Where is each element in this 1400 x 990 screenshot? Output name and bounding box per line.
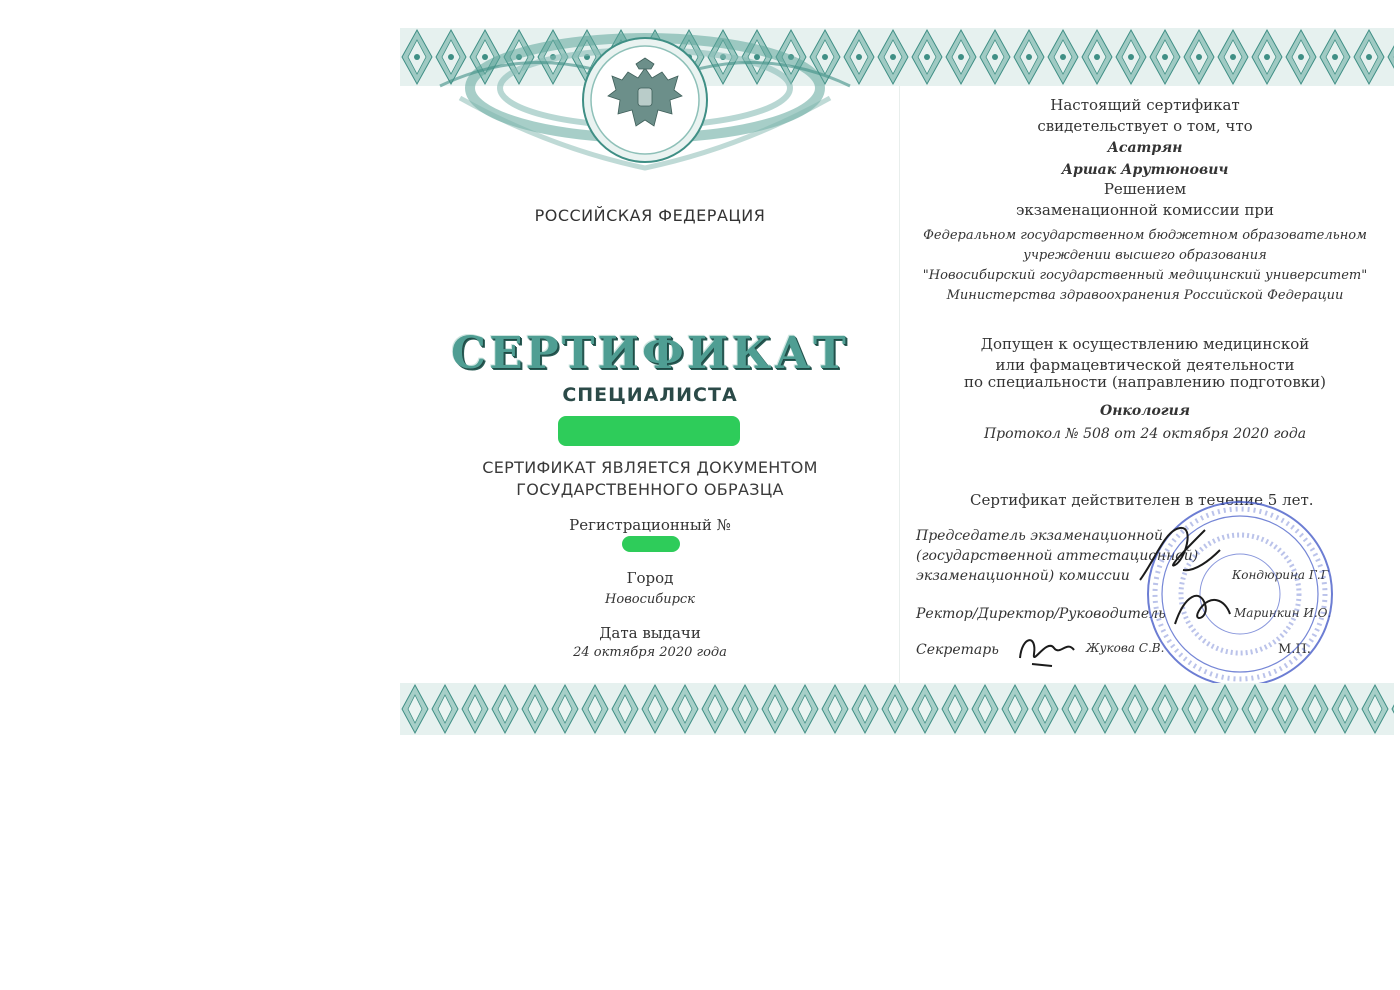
organization-line-3: "Новосибирский государственный медицинский университет" <box>922 268 1368 283</box>
seal-place-label: М.П. <box>1278 642 1311 657</box>
chairman-line-3: экзаменационной) комиссии <box>916 568 1130 584</box>
chairman-line-2: (государственной аттестационной) <box>916 548 1199 564</box>
certificate-title: СЕРТИФИКАТ <box>451 328 849 379</box>
admission-line-3: по специальности (направлению подготовки) <box>963 373 1326 391</box>
certificate <box>400 28 1394 735</box>
holder-name: Аршак Арутюнович <box>1061 162 1229 178</box>
secretary-signature <box>1012 628 1082 672</box>
ornamental-bottom-band <box>400 683 1394 735</box>
validity-statement: Сертификат действителен в течение 5 лет. <box>970 491 1314 509</box>
decision-line-2: экзаменационной комиссии при <box>1015 201 1275 219</box>
issue-date-value: 24 октября 2020 года <box>573 645 727 660</box>
issue-date-label: Дата выдачи <box>599 624 701 642</box>
rector-signature <box>1170 584 1240 634</box>
chairman-line-1: Председатель экзаменационной <box>916 528 1163 544</box>
organization-line-1: Федеральном государственном бюджетном образовательном <box>923 228 1367 243</box>
document-status-line-1: СЕРТИФИКАТ ЯВЛЯЕТСЯ ДОКУМЕНТОМ <box>482 458 818 477</box>
redacted-registration-number <box>622 536 680 552</box>
organization-line-2: учреждении высшего образования <box>1023 248 1267 263</box>
registration-label: Регистрационный № <box>569 516 731 534</box>
chairman-name: Кондюрина Г.Г <box>1232 568 1329 582</box>
city-label: Город <box>626 569 674 587</box>
admission-line-1: Допущен к осуществлению медицинской <box>980 335 1310 353</box>
intro-line-2: свидетельствует о том, что <box>1037 117 1253 135</box>
document-status-line-2: ГОСУДАРСТВЕННОГО ОБРАЗЦА <box>516 480 784 499</box>
secretary-title: Секретарь <box>916 642 999 658</box>
chairman-signature <box>1135 520 1225 590</box>
rector-name: Маринкин И.О. <box>1234 606 1332 620</box>
specialty-value: Онкология <box>1100 403 1190 419</box>
certificate-subtitle: СПЕЦИАЛИСТА <box>562 384 738 406</box>
intro-line-1: Настоящий сертификат <box>1050 96 1240 114</box>
country-heading: РОССИЙСКАЯ ФЕДЕРАЦИЯ <box>534 206 766 225</box>
decision-line-1: Решением <box>1103 180 1187 198</box>
redacted-serial-number <box>558 416 740 446</box>
secretary-name: Жукова С.В. <box>1086 641 1165 655</box>
rector-title: Ректор/Директор/Руководитель <box>916 606 1166 622</box>
emblem-crest <box>400 28 860 198</box>
organization-line-4: Министерства здравоохранения Российской Федерации <box>946 288 1344 303</box>
city-value: Новосибирск <box>605 592 695 607</box>
protocol-value: Протокол № 508 от 24 октября 2020 года <box>983 426 1307 442</box>
holder-surname: Асатрян <box>1107 140 1183 156</box>
admission-line-2: или фармацевтической деятельности <box>995 356 1295 374</box>
